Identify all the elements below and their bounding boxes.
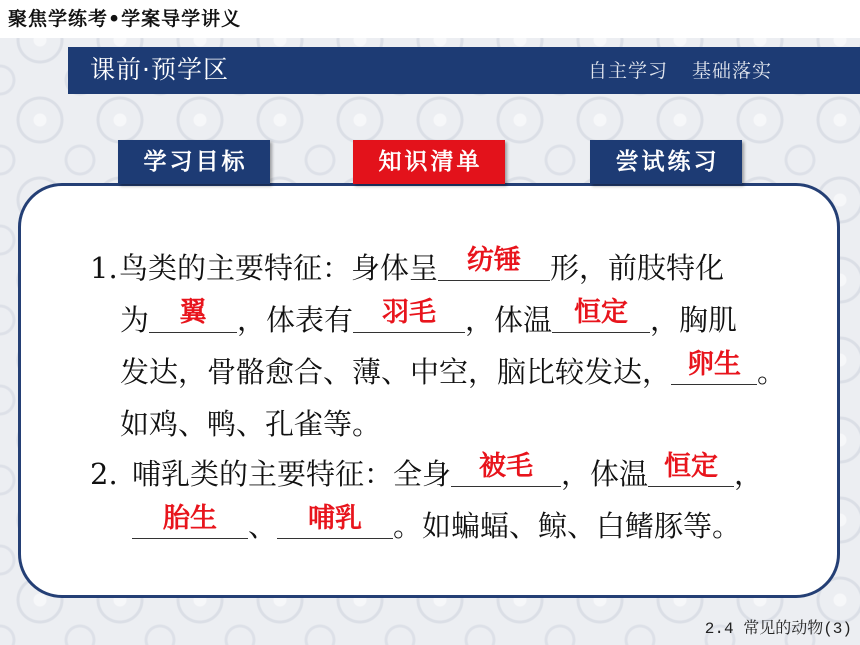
line-text: 发达，骨骼愈合、薄、中空，脑比较发达， [120, 355, 672, 389]
answer-blank [438, 245, 550, 281]
answer-blank [648, 451, 734, 487]
line-text: ，胸肌 [650, 303, 738, 337]
text-line [120, 349, 787, 392]
top-strip [0, 0, 860, 38]
answer-text: 纺锤 [467, 245, 522, 276]
section-header [68, 47, 860, 94]
tab-practice[interactable] [590, 140, 742, 184]
tab-learning-goals[interactable] [118, 140, 270, 184]
line-text: 。如蝙蝠、鲸、白鳍豚等。 [393, 509, 742, 543]
answer-text: 翼 [179, 297, 207, 328]
text-line [120, 404, 381, 444]
line-text: ，体温 [561, 457, 649, 491]
answer-blank [277, 503, 393, 539]
answer-blank [671, 349, 757, 385]
answer-blank [149, 297, 237, 333]
text-line [90, 245, 725, 288]
answer-text: 恒定 [664, 451, 719, 482]
text-line [120, 297, 738, 340]
section-title: 课前·预学区 [90, 55, 229, 84]
answer-text: 卵生 [687, 349, 742, 380]
section-subtitle [588, 60, 772, 82]
tab-label: 学习目标 [143, 149, 248, 175]
section-subtitle-part: 基础落实 [692, 60, 773, 82]
tab-label: 知识清单 [378, 149, 483, 175]
line-text: ， [734, 457, 764, 491]
line-text: 哺乳类的主要特征：全身 [132, 457, 452, 491]
line-text: ，体表有 [237, 303, 354, 337]
text-line [90, 451, 764, 494]
line-text: 。 [757, 355, 787, 389]
answer-blank [552, 297, 650, 333]
lesson-label: 2.4 常见的动物(3) [704, 620, 852, 638]
line-text: 鸟类的主要特征：身体呈 [119, 251, 439, 285]
section-subtitle-part: 自主学习 [588, 60, 669, 82]
item-number: 1. [90, 251, 118, 285]
tab-label: 尝试练习 [615, 149, 720, 175]
tab-knowledge-list[interactable] [353, 140, 505, 184]
line-text: ，体温 [465, 303, 553, 337]
line-text: 形，前肢特化 [550, 251, 725, 285]
answer-blank [132, 503, 248, 539]
answer-text: 哺乳 [308, 503, 363, 534]
book-title: 聚焦学练考•学案导学讲义 [8, 8, 242, 30]
answer-text: 恒定 [574, 297, 629, 328]
line-text: 如鸡、鸭、孔雀等。 [120, 407, 382, 441]
line-text: 、 [248, 509, 278, 543]
answer-text: 被毛 [479, 451, 534, 482]
content-panel [18, 183, 840, 598]
text-line [132, 503, 742, 546]
answer-blank [353, 297, 465, 333]
answer-blank [451, 451, 561, 487]
item-number: 2. [90, 457, 118, 491]
answer-text: 胎生 [163, 503, 217, 534]
line-text: 为 [120, 303, 150, 337]
answer-text: 羽毛 [382, 297, 437, 328]
